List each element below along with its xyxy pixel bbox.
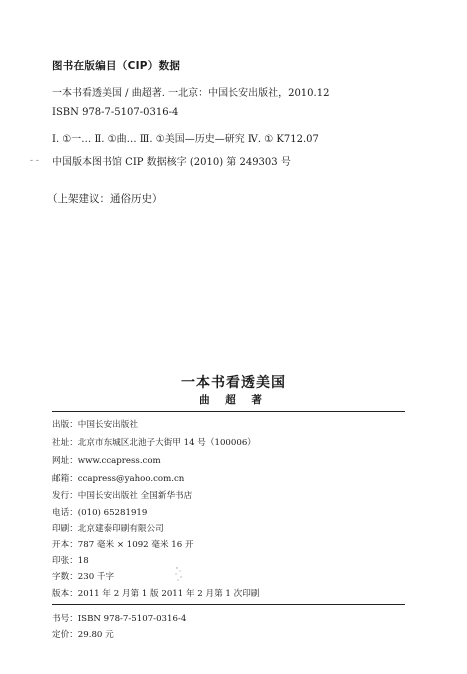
top-divider [52,411,405,412]
cip-heading: 图书在版编目（CIP）数据 [52,60,181,72]
book-author: 曲 超 著 [199,394,268,406]
book-number-line: 书号：ISBN 978-7-5107-0316-4 [52,614,187,624]
distribution-line: 发行：中国长安出版社 全国新华书店 [52,491,193,501]
bottom-divider [52,604,405,605]
email-line: 邮箱：ccapress@yahoo.com.cn [52,474,185,484]
cip-classification-line: Ⅰ. ①一… Ⅱ. ①曲… Ⅲ. ①美国—历史—研究 Ⅳ. ① K712.07 [52,134,319,145]
cip-isbn-line: ISBN 978-7-5107-0316-4 [52,107,179,118]
scan-speck-mark [174,566,184,582]
address-line: 社址：北京市东城区北池子大街甲 14 号（100006） [52,438,256,448]
cip-record-number-line: 中国版本图书馆 CIP 数据核字 (2010) 第 249303 号 [52,157,291,168]
price-line: 定价：29.80 元 [52,630,114,640]
printer-line: 印刷：北京建泰印刷有限公司 [52,524,164,534]
publisher-line: 出版：中国长安出版社 [52,420,138,430]
word-count-line: 字数：230 千字 [52,572,115,582]
print-sheets-line: 印张：18 [52,556,89,566]
format-line: 开本：787 毫米 × 1092 毫米 16 开 [52,540,194,550]
book-title: 一本书看透美国 [181,375,286,391]
margin-dash-mark: - - [30,156,39,166]
website-line: 网址：www.ccapress.com [52,456,161,466]
edition-line: 版本：2011 年 2 月第 1 版 2011 年 2 月第 1 次印刷 [52,589,260,599]
shelf-suggestion: （上架建议：通俗历史） [47,193,163,205]
phone-line: 电话：(010) 65281919 [52,508,148,518]
cip-title-line: 一本书看透美国 / 曲超著. 一北京：中国长安出版社，2010.12 [52,88,330,99]
